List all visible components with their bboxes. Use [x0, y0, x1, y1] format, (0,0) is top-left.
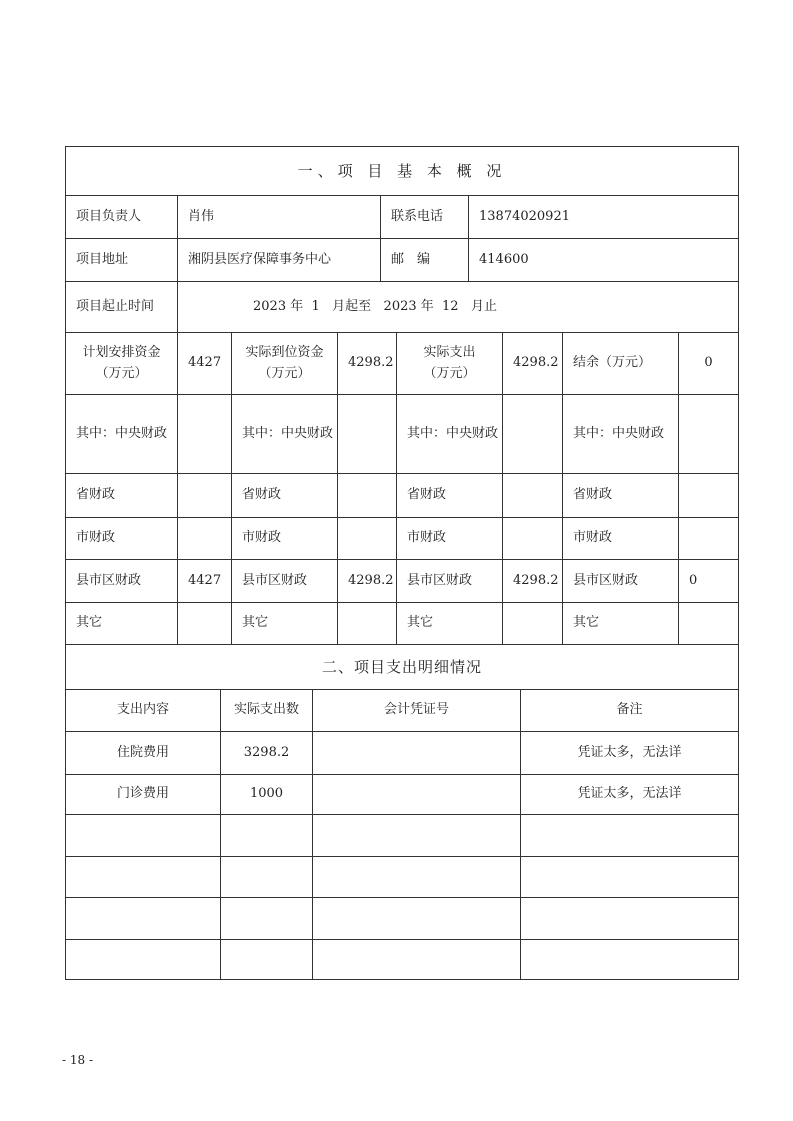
- funds-row-cell: 4298.2: [338, 560, 397, 603]
- detail-row-cell: [66, 815, 221, 857]
- funds-row-cell: [503, 518, 563, 560]
- section2-title-row: [65, 645, 739, 690]
- leader-label: 项目负责人: [66, 196, 178, 239]
- funds-header-row-cell: 结余（万元）: [563, 333, 679, 395]
- zip-value: 414600: [469, 239, 739, 282]
- period-label: 项目起止时间: [66, 282, 178, 333]
- address-value: 湘阴县医疗保障事务中心: [178, 239, 381, 282]
- section2-title: 二、项目支出明细情况: [66, 645, 739, 690]
- detail-row-cell: 门诊费用: [66, 775, 221, 815]
- funds-row-cell: [338, 518, 397, 560]
- funds-row-cell: 市财政: [397, 518, 503, 560]
- detail-row-cell: [66, 940, 221, 980]
- funds-row-cell: [503, 395, 563, 474]
- detail-row-cell: [313, 732, 521, 775]
- detail-row: [65, 732, 739, 775]
- funds-row-cell: 县市区财政: [563, 560, 679, 603]
- detail-row-cell: [521, 940, 739, 980]
- detail-header-row-cell: 支出内容: [66, 690, 221, 732]
- funds-row-cell: 省财政: [232, 474, 338, 518]
- funds-row-cell: [679, 603, 739, 645]
- detail-row-cell: 凭证太多，无法详: [521, 775, 739, 815]
- funds-header-row-cell: 实际到位资金 （万元）: [232, 333, 338, 395]
- detail-header-row: [65, 690, 739, 732]
- funds-row-cell: 其中：中央财政: [232, 395, 338, 474]
- detail-row-cell: 1000: [221, 775, 313, 815]
- funds-header-row-cell: 计划安排资金 （万元）: [66, 333, 178, 395]
- funds-row: [65, 560, 739, 603]
- detail-row-cell: [313, 857, 521, 898]
- detail-row: [65, 898, 739, 940]
- zip-label: 邮 编: [381, 239, 469, 282]
- funds-row-cell: 4427: [178, 560, 232, 603]
- funds-row-cell: 省财政: [397, 474, 503, 518]
- detail-row-cell: [521, 815, 739, 857]
- funds-row-cell: 县市区财政: [66, 560, 178, 603]
- funds-row-cell: 县市区财政: [232, 560, 338, 603]
- funds-row-cell: 0: [679, 560, 739, 603]
- page-number: - 18 -: [62, 1053, 94, 1067]
- funds-row-cell: 其它: [563, 603, 679, 645]
- funds-row-cell: [503, 603, 563, 645]
- funds-row-cell: [338, 474, 397, 518]
- funds-row-cell: [178, 474, 232, 518]
- detail-header-row-cell: 备注: [521, 690, 739, 732]
- period-value: 2023 年 1 月起至 2023 年 12 月止: [178, 282, 739, 333]
- funds-row-cell: [679, 474, 739, 518]
- detail-row: [65, 940, 739, 980]
- detail-row: [65, 815, 739, 857]
- phone-label: 联系电话: [381, 196, 469, 239]
- phone-value: 13874020921: [469, 196, 739, 239]
- detail-row-cell: [521, 857, 739, 898]
- funds-row-cell: [178, 395, 232, 474]
- funds-row-cell: 其中：中央财政: [66, 395, 178, 474]
- funds-row-cell: 其它: [397, 603, 503, 645]
- address-label: 项目地址: [66, 239, 178, 282]
- funds-row-cell: 其它: [232, 603, 338, 645]
- section1-title: 一、项 目 基 本 概 况: [66, 146, 739, 196]
- funds-row-cell: 4298.2: [503, 560, 563, 603]
- detail-row-cell: [313, 775, 521, 815]
- detail-row-cell: [313, 940, 521, 980]
- funds-row-cell: 市财政: [563, 518, 679, 560]
- funds-row: [65, 395, 739, 474]
- detail-row: [65, 857, 739, 898]
- detail-row-cell: [66, 898, 221, 940]
- address-row: [65, 239, 739, 282]
- funds-row-cell: [338, 395, 397, 474]
- detail-header-row-cell: 会计凭证号: [313, 690, 521, 732]
- detail-header-row-cell: 实际支出数: [221, 690, 313, 732]
- funds-row-cell: [679, 395, 739, 474]
- leader-row: [65, 196, 739, 239]
- funds-row-cell: 县市区财政: [397, 560, 503, 603]
- detail-row-cell: 住院费用: [66, 732, 221, 775]
- funds-row-cell: [338, 603, 397, 645]
- funds-header-row-cell: 实际支出 （万元）: [397, 333, 503, 395]
- detail-row-cell: [221, 815, 313, 857]
- funds-row-cell: 其它: [66, 603, 178, 645]
- detail-row-cell: [313, 815, 521, 857]
- detail-row-cell: [221, 940, 313, 980]
- funds-row: [65, 518, 739, 560]
- funds-row-cell: [178, 518, 232, 560]
- funds-row-cell: 其中：中央财政: [563, 395, 679, 474]
- detail-row-cell: [221, 857, 313, 898]
- detail-row-cell: [66, 857, 221, 898]
- period-row: [65, 282, 739, 333]
- funds-row: [65, 474, 739, 518]
- funds-row-cell: 省财政: [563, 474, 679, 518]
- leader-value: 肖伟: [178, 196, 381, 239]
- funds-row-cell: [503, 474, 563, 518]
- funds-row: [65, 603, 739, 645]
- detail-row: [65, 775, 739, 815]
- funds-row-cell: 市财政: [66, 518, 178, 560]
- detail-row-cell: [521, 898, 739, 940]
- detail-row-cell: 凭证太多，无法详: [521, 732, 739, 775]
- detail-row-cell: [313, 898, 521, 940]
- funds-header-row-cell: 0: [679, 333, 739, 395]
- section1-title-row: [65, 146, 739, 196]
- detail-row-cell: [221, 898, 313, 940]
- funds-row-cell: 省财政: [66, 474, 178, 518]
- funds-header-row-cell: 4298.2: [338, 333, 397, 395]
- detail-row-cell: 3298.2: [221, 732, 313, 775]
- funds-row-cell: [178, 603, 232, 645]
- funds-header-row-cell: 4427: [178, 333, 232, 395]
- funds-row-cell: 其中：中央财政: [397, 395, 503, 474]
- funds-header-row-cell: 4298.2: [503, 333, 563, 395]
- funds-header-row: [65, 333, 739, 395]
- funds-row-cell: 市财政: [232, 518, 338, 560]
- funds-row-cell: [679, 518, 739, 560]
